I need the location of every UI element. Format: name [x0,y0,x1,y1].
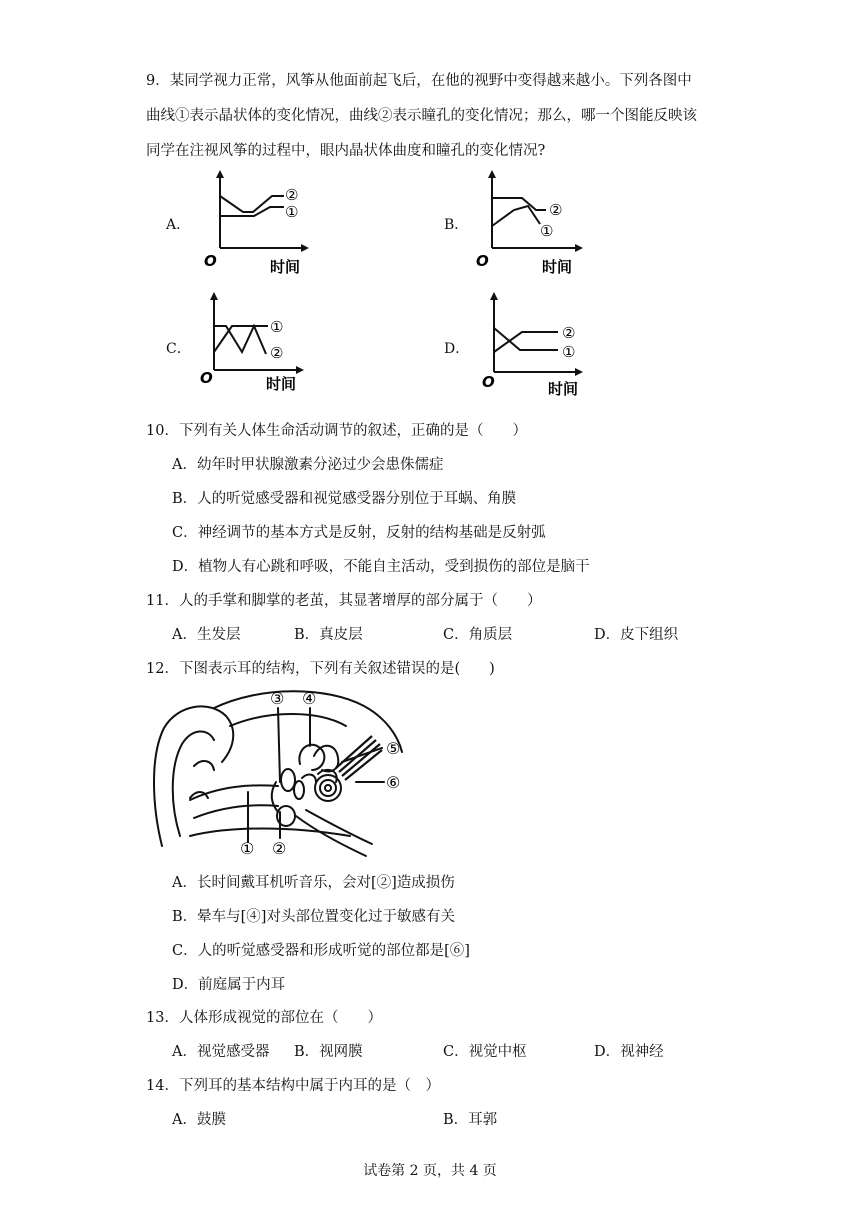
curve2-label: ② [285,186,299,204]
q10-option-b: B．人的听觉感受器和视觉感受器分别位于耳蜗、角膜 [172,491,517,507]
q13-stem: 13．人体形成视觉的部位在（ ） [146,1010,382,1026]
q10-option-c: C．神经调节的基本方式是反射，反射的结构基础是反射弧 [172,525,546,541]
curve2-label: ② [549,201,563,219]
q9-text-line2: 曲线①表示晶状体的变化情况，曲线②表示瞳孔的变化情况；那么，哪一个图能反映该 [146,108,697,124]
graph-xlabel: 时间 [266,375,297,393]
q9-graph-a [198,170,318,280]
q11-option-b: B．真皮层 [294,627,363,643]
graph-xlabel: 时间 [548,380,579,398]
q9-graph-b [474,170,594,280]
q9-text-line1: 9．某同学视力正常，风筝从他面前起飞后，在他的视野中变得越来越小。下列各图中 [146,73,692,89]
q11-option-a: A．生发层 [172,627,241,643]
curve1-label: ① [285,203,299,221]
ear-label-4: ④ [302,689,317,708]
q13-option-c: C．视觉中枢 [443,1044,527,1060]
curve1-label: ① [540,222,554,240]
q13-option-a: A．视觉感受器 [172,1044,270,1060]
ear-label-3: ③ [270,689,285,708]
ear-label-2: ② [272,839,287,858]
q10-option-a: A．幼年时甲状腺激素分泌过少会患侏儒症 [172,457,444,473]
q12-option-d: D．前庭属于内耳 [172,977,286,993]
graph-origin: O [204,252,217,270]
q11-option-d: D．皮下组织 [594,627,679,643]
q9-text-line3: 同学在注视风筝的过程中，眼内晶状体曲度和瞳孔的变化情况? [146,143,546,159]
q10-option-d: D．植物人有心跳和呼吸，不能自主活动，受到损伤的部位是脑干 [172,559,590,575]
curve2-label: ② [270,344,284,362]
q9-option-d-label: D． [444,341,470,357]
q9-graph-c [198,290,318,400]
graph-origin: O [476,252,489,270]
q12-option-c: C．人的听觉感受器和形成听觉的部位都是[⑥] [172,943,470,959]
q13-option-b: B．视网膜 [294,1044,363,1060]
q12-option-b: B．晕车与[④]对头部位置变化过于敏感有关 [172,909,455,925]
q12-option-a: A．长时间戴耳机听音乐，会对[②]造成损伤 [172,875,455,891]
q14-option-a: A．鼓膜 [172,1112,226,1128]
ear-label-1: ① [240,839,255,858]
graph-xlabel: 时间 [542,258,573,276]
q14-stem: 14．下列耳的基本结构中属于内耳的是（ ） [146,1078,440,1094]
q9-graph-d [474,290,594,400]
curve2-label: ② [562,324,576,342]
curve1-label: ① [562,343,576,361]
q9-option-b-label: B． [444,217,469,233]
q10-stem: 10．下列有关人体生命活动调节的叙述，正确的是（ ） [146,423,527,439]
q14-option-b: B．耳郭 [443,1112,498,1128]
graph-xlabel: 时间 [270,258,301,276]
q11-option-c: C．角质层 [443,627,513,643]
ear-label-5: ⑤ [386,739,401,758]
graph-origin: O [200,369,213,387]
page-footer: 试卷第 2 页，共 4 页 [363,1163,497,1179]
ear-label-6: ⑥ [386,773,401,792]
q12-stem: 12．下图表示耳的结构，下列有关叙述错误的是( ) [146,661,495,677]
q13-option-d: D．视神经 [594,1044,664,1060]
curve1-label: ① [270,318,284,336]
graph-origin: O [482,373,495,391]
q9-option-c-label: C． [166,341,191,357]
q11-stem: 11．人的手掌和脚掌的老茧，其显著增厚的部分属于（ ） [146,593,542,609]
q9-option-a-label: A． [166,217,191,233]
ear-structure-diagram [150,686,410,862]
